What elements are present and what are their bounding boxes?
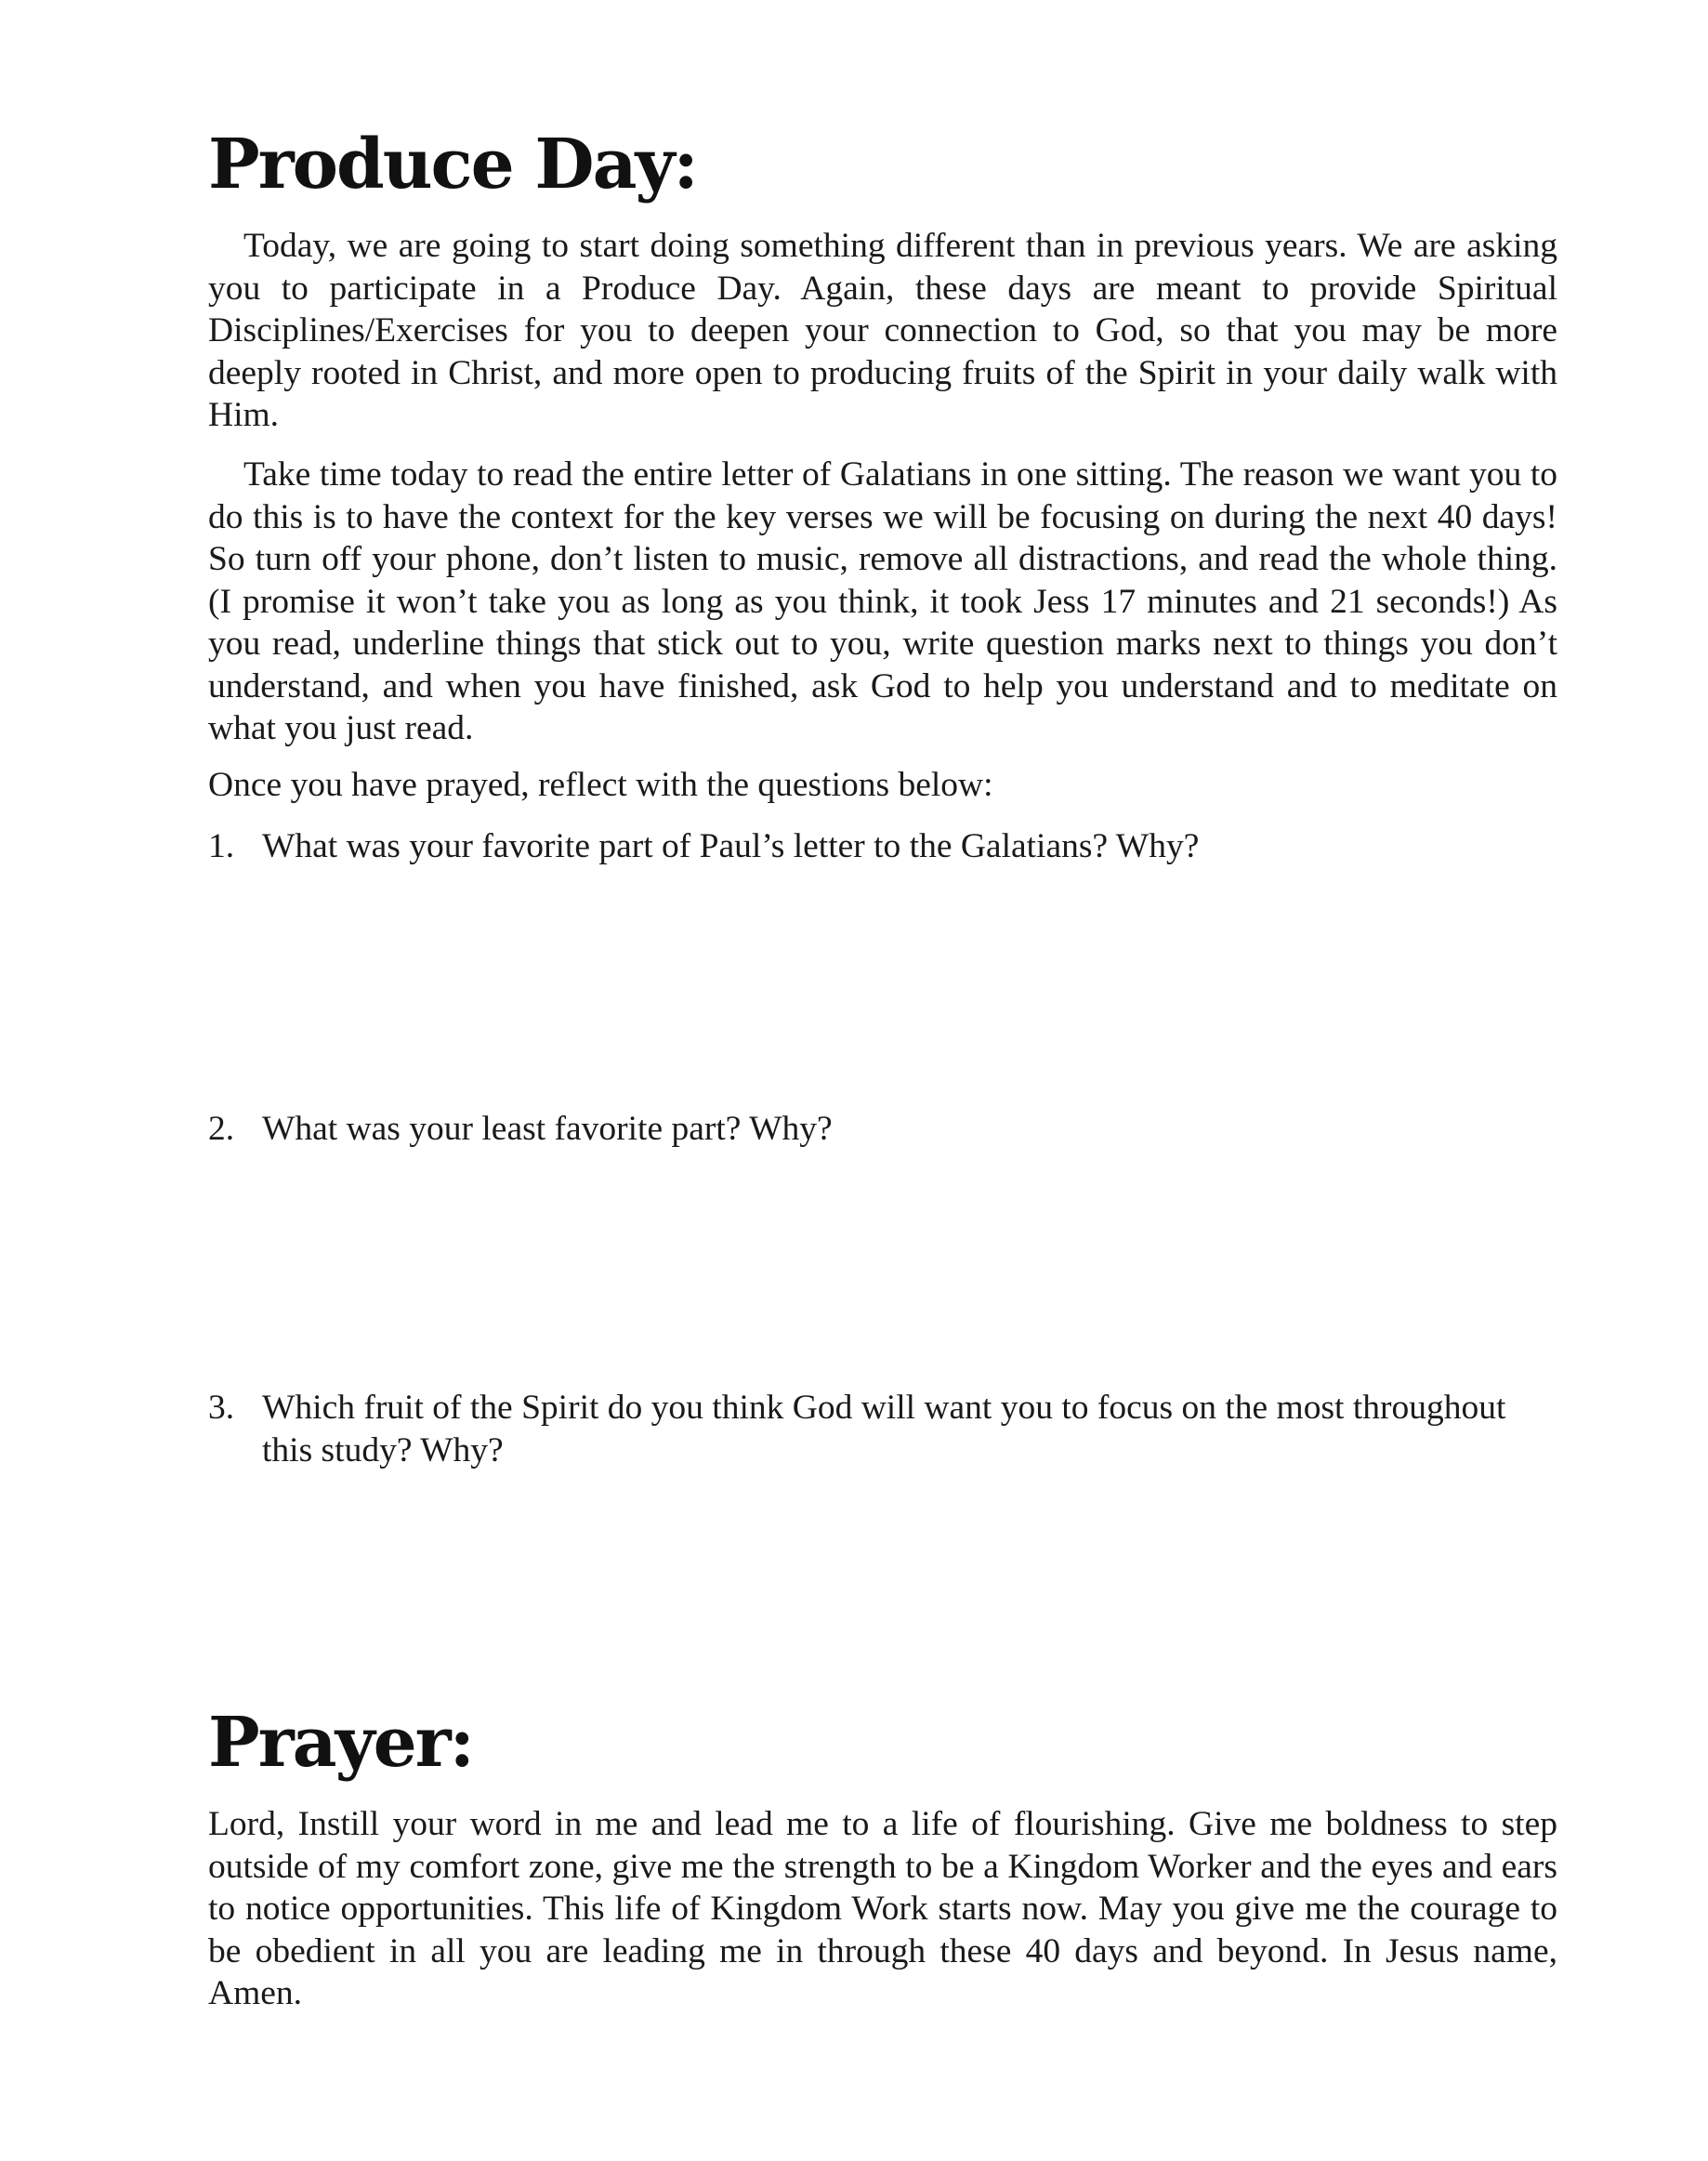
intro-paragraph-2: Take time today to read the entire letter of Galatians in one sitting. The reason we want you to do this is to have the context for the key verses we will be focusing on during the next 40 days! So turn off your phone, don’t listen to music, remove all distractions, and read the whole thing. (I promise it won’t take you as long as you think, it took Jess 17 minutes and 21 seconds!) As you read, underline things that stick out to you, write question marks next to things you don’t understand, and when you have finished, ask God to help you understand and to meditate on what you just read. [208, 455, 1557, 747]
question-1-text: What was your favorite part of Paul’s letter to the Galatians? Why? [262, 827, 1200, 865]
question-2-number: 2. [208, 1110, 235, 1148]
question-3-text: Which fruit of the Spirit do you think God will want you to focus on the most throughout this study? Why? [262, 1389, 1506, 1469]
question-2 [208, 1108, 1557, 1151]
prayer-heading: Prayer: [208, 1703, 473, 1783]
question-1 [208, 825, 1557, 868]
question-3-number: 3. [208, 1389, 235, 1427]
intro-paragraph-1: Today, we are going to start doing something different than in previous years. We are asking you to participate in a Produce Day. Again, these days are meant to provide Spiritual Disciplines/Exercises for you to deepen your connection to God, so that you may be more deeply rooted in Christ, and more open to producing fruits of the Spirit in your daily walk with Him. [208, 227, 1557, 434]
produce-day-heading: Produce Day: [208, 125, 697, 204]
prayer-text: Lord, Instill your word in me and lead me to a life of flourishing. Give me boldness to step outside of my comfort zone, give me the strength to be a Kingdom Worker and the eyes and ears to notice opportunities. This life of Kingdom Work starts now. May you give me the courage to be obedient in all you are leading me in through these 40 days and beyond. In Jesus name, Amen. [208, 1805, 1557, 2012]
intro-paragraph-3: Once you have prayed, reflect with the questions below: [208, 766, 993, 804]
question-2-text: What was your least favorite part? Why? [262, 1110, 833, 1148]
question-3 [208, 1387, 1557, 1471]
question-1-number: 1. [208, 827, 235, 865]
